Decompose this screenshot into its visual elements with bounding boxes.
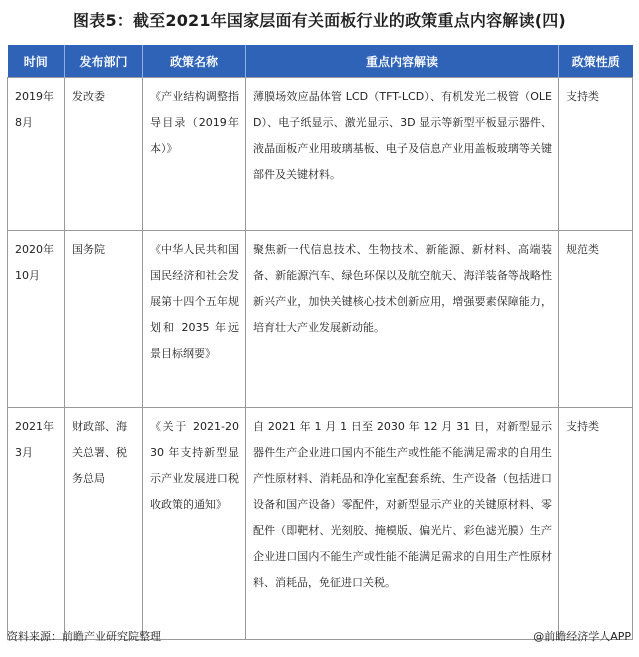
cell-time: 2021年3月 [8, 408, 65, 640]
cell-dept: 财政部、海关总署、税务总局 [65, 408, 143, 640]
chart-title: 图表5：截至2021年国家层面有关面板行业的政策重点内容解读(四) [73, 11, 566, 30]
table-row [8, 231, 633, 408]
header-policy: 政策名称 [143, 45, 246, 78]
cell-nature: 规范类 [559, 231, 633, 408]
policy-table [7, 45, 633, 640]
cell-content: 聚焦新一代信息技术、生物技术、新能源、新材料、高端装备、新能源汽车、绿色环保以及航空航天、海洋装备等战略性新兴产业，加快关键核心技术创新应用，增强要素保障能力，培育壮大产业发展新动能。 [246, 231, 559, 408]
cell-time: 2020年10月 [8, 231, 65, 408]
cell-policy: 《产业结构调整指导目录（2019年本）》 [143, 78, 246, 231]
cell-nature: 支持类 [559, 78, 633, 231]
header-content: 重点内容解读 [246, 45, 559, 78]
table-row [8, 408, 633, 640]
cell-policy: 《关于 2021-2030 年支持新型显示产业发展进口税收政策的通知》 [143, 408, 246, 640]
cell-content: 薄膜场效应晶体管 LCD（TFT-LCD）、有机发光二极管（OLED）、电子纸显示、激光显示、3D 显示等新型平板显示器件、液晶面板产业用玻璃基板、电子及信息产业用盖板玻璃等关键部件及关键材料。 [246, 78, 559, 231]
header-dept: 发布部门 [65, 45, 143, 78]
cell-dept: 发改委 [65, 78, 143, 231]
source-note: 资料来源：前瞻产业研究院整理 [7, 630, 161, 643]
cell-nature: 支持类 [559, 408, 633, 640]
cell-policy: 《中华人民共和国国民经济和社会发展第十四个五年规划和 2035 年远景目标纲要》 [143, 231, 246, 408]
header-nature: 政策性质 [559, 45, 633, 78]
cell-dept: 国务院 [65, 231, 143, 408]
cell-time: 2019年8月 [8, 78, 65, 231]
table-header-row [8, 45, 633, 78]
brand-credit: @前瞻经济学人APP [533, 630, 631, 643]
header-time: 时间 [8, 45, 65, 78]
table-row [8, 78, 633, 231]
cell-content: 自 2021 年 1 月 1 日至 2030 年 12 月 31 日，对新型显示器件生产企业进口国内不能生产或性能不能满足需求的自用生产性原材料、消耗品和净化室配套系统、生产设备（包括进口设备和国产设备）零配件，对新型显示产业的关键原材料、零配件（即靶材、光刻胶、掩模版、偏光片、彩色滤光膜）生产企业进口国内不能生产或性能不能满足需求的自用生产性原材料、消耗品，免征进口关税。 [246, 408, 559, 640]
